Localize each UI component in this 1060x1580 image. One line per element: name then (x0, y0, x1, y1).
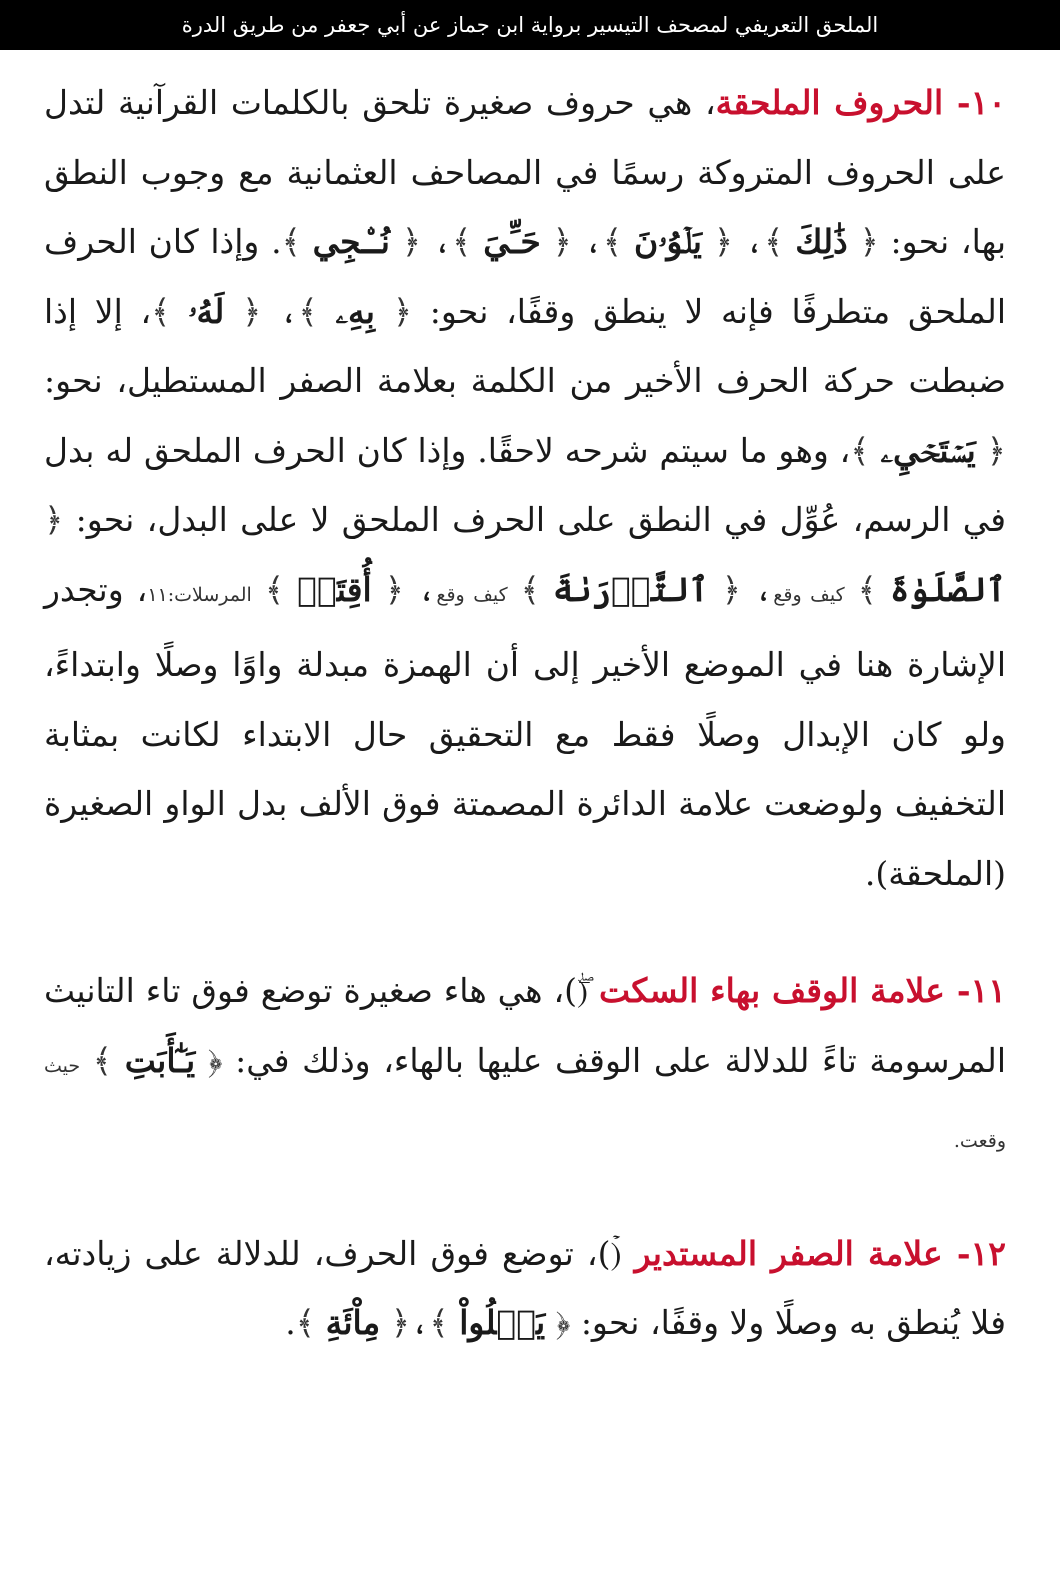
ornate-bracket-open: ﴿ (401, 222, 422, 261)
quran-word: مِاْئَةِ (325, 1303, 381, 1342)
header-title: الملحق التعريفي لمصحف التيسير برواية ابن جماز عن أبي جعفر من طريق الدرة (181, 13, 879, 37)
section-10-heading: ١٠- الحروف الملحقة (715, 83, 1007, 122)
text: ، وهو ما سيتم شرحه لاحقًا. وإذا كان الحرف الملحق له بدل في الرسم، عُوِّل في النطق على الحرف الملحق لا على البدل، نحو: (44, 430, 1006, 539)
ornate-bracket-close: ﴾ (520, 569, 541, 609)
separator: ، (404, 569, 437, 609)
separator: ، (740, 569, 774, 609)
ornate-bracket-open: ﴿ (555, 1303, 571, 1342)
text: ، إلا إذا ضبطت حركة الحرف الأخير من الكلمة بعلامة الصفر المستطيل، نحو: (44, 291, 1006, 400)
ornate-bracket-open: ﴿ (242, 291, 262, 331)
ornate-bracket-open: ﴿ (713, 222, 734, 261)
ornate-bracket-close: ﴾ (264, 569, 285, 609)
ornate-bracket-close: ﴾ (281, 222, 301, 261)
section-12-heading: ١٢- علامة الصفر المستدير (634, 1233, 1006, 1273)
section-11-paragraph (44, 956, 1006, 1177)
separator: ، (733, 222, 765, 261)
ornate-bracket-open: ﴿ (859, 222, 879, 261)
quran-word: ٱلصَّلَوٰةَ (889, 569, 1006, 609)
section-10-paragraph (44, 68, 1006, 908)
quran-word: يَـٰٓأَبَتِ (124, 1040, 196, 1080)
text: ، توضع فوق الحرف، للدلالة على زيادته، فلا يُنطق به وصلًا ولا وقفًا، نحو: (44, 1233, 1006, 1342)
ornate-bracket-close: ﴾ (429, 1303, 449, 1342)
quran-word: يَتۡلُواْ (459, 1303, 546, 1342)
text: ، وتجدر الإشارة هنا في الموضع الأخير إلى أن الهمزة مبدلة واوًا وصلًا وابتداءً، ولو كان الإبدال وصلًا فقط مع التحقيق حال الابتداء لكانت بمثابة التخفيف ولوضعت علامة الدائرة المصمتة فوق الألف بدل الواو الصغيرة (الملحقة). (44, 569, 1006, 893)
page-header (0, 0, 1060, 50)
text-end: . (285, 1303, 296, 1342)
ornate-bracket-close: ﴾ (298, 291, 318, 331)
occurrence-note: كيف وقع (773, 583, 845, 606)
ornate-bracket-close: ﴾ (92, 1040, 113, 1080)
quran-word: بِهِۦ (335, 291, 375, 331)
section-11 (44, 956, 1006, 1177)
ornate-bracket-close: ﴾ (452, 222, 472, 261)
section-11-heading: ١١- علامة الوقف بهاء السكت (598, 971, 1006, 1010)
quran-word: نُـۨجِي (312, 222, 390, 261)
text: ، هي حروف صغيرة تلحق بالكلمات القرآنية لتدل على الحروف المتروكة رسمًا في المصاحف العثمانية مع وجوب النطق بها، نحو: (44, 83, 1007, 261)
ornate-bracket-close: ﴾ (151, 291, 171, 331)
section-12 (44, 1219, 1006, 1358)
section-10 (44, 68, 1006, 908)
occurrence-note: حيث وقعت. (44, 1054, 1006, 1152)
quran-word: يَسۡتَحۡيِۦ (880, 430, 976, 470)
ornate-bracket-close: ﴾ (602, 222, 623, 261)
ornate-bracket-close: ﴾ (295, 1303, 316, 1342)
text: ، هي هاء صغيرة توضع فوق تاء التانيث المرسومة تاءً للدلالة على الوقف عليها بالهاء، وذلك في: (44, 971, 1006, 1080)
quran-word: يَلۡوُۥنَ (634, 222, 702, 261)
ornate-bracket-open: ﴿ (552, 222, 572, 261)
text: . وإذا كان الحرف الملحق متطرفًا فإنه لا ينطق وقفًا، نحو: (44, 222, 1007, 331)
ornate-bracket-open: ﴿ (384, 569, 404, 609)
ornate-bracket-open: ﴿ (986, 430, 1006, 470)
ornate-bracket-open: ﴿ (392, 291, 413, 331)
quran-word: حَـِّيَ (483, 222, 541, 261)
ornate-bracket-close: ﴾ (850, 430, 870, 470)
separator: ، (410, 1303, 430, 1342)
ornate-bracket-close: ﴾ (857, 569, 877, 609)
separator: ، (261, 291, 299, 331)
quran-word: ٱلتَّوۡرَىٰةَ (553, 569, 709, 609)
separator: ، (571, 222, 603, 261)
page-content (0, 50, 1060, 1358)
quran-word: أُقِتَتۡ (297, 569, 372, 609)
symbol: (ۡ) (597, 1233, 622, 1273)
quran-word: لَهُۥ (188, 291, 225, 331)
section-12-paragraph (44, 1219, 1006, 1358)
separator: ، (421, 222, 453, 261)
ornate-bracket-open: ﴿ (207, 1040, 223, 1080)
ornate-bracket-open: ﴿ (44, 500, 64, 539)
verse-reference: المرسلات:١١ (147, 583, 252, 606)
occurrence-note: كيف وقع (436, 583, 508, 606)
ornate-bracket-open: ﴿ (390, 1303, 411, 1342)
ornate-bracket-close: ﴾ (764, 222, 784, 261)
quran-word: ذَٰلِكَ (795, 222, 848, 261)
ornate-bracket-open: ﴿ (721, 569, 741, 609)
symbol: (ۖ) (564, 971, 589, 1010)
